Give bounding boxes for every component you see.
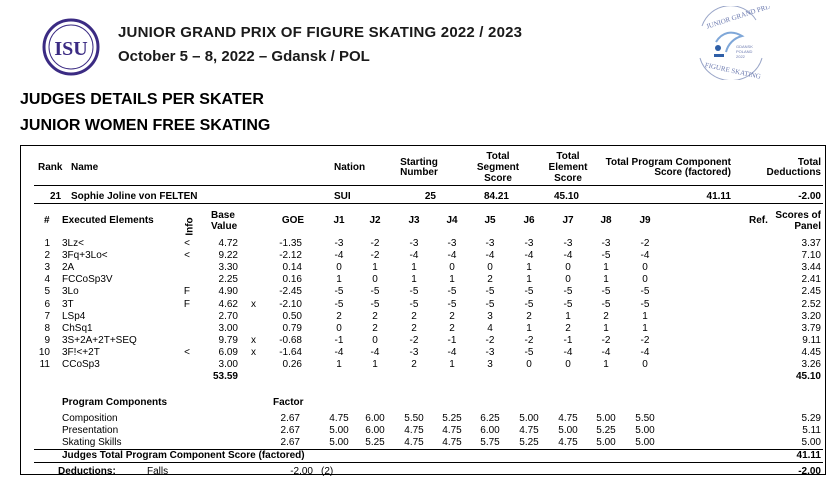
element-judge-score: 2 (603, 310, 609, 322)
element-judge-score: -3 (447, 238, 457, 249)
element-judge-score: -5 (485, 286, 495, 298)
element-judge-score: 1 (526, 274, 532, 286)
pcs-total-score: 41.11 (796, 450, 821, 461)
deductions-label: Deductions: (58, 466, 116, 477)
element-judge-score: -4 (334, 250, 344, 262)
element-judge-score: -3 (485, 238, 495, 249)
element-judge-score: -5 (447, 298, 457, 310)
element-judge-score: 1 (565, 310, 571, 322)
element-judge-score: -4 (640, 346, 650, 358)
element-judge-score: 2 (526, 310, 532, 322)
element-base-value: 4.90 (218, 286, 238, 298)
element-panel-score: 3.26 (801, 359, 821, 370)
element-judge-score: -4 (447, 346, 457, 358)
component-score: 5.11 (802, 425, 821, 436)
element-goe: -2.45 (279, 286, 302, 298)
element-num: 8 (44, 322, 50, 334)
element-judge-score: -5 (563, 286, 573, 298)
element-base-value: 2.25 (218, 274, 238, 286)
element-judge-score: 0 (642, 359, 648, 370)
col-info: Info (184, 217, 196, 236)
element-judge-score: 1 (336, 359, 342, 370)
svg-text:2022: 2022 (736, 54, 745, 59)
element-judge-score: -5 (524, 298, 534, 310)
component-judge-score: 6.00 (365, 425, 385, 436)
col-num: # (44, 215, 50, 226)
col-judge-6: J6 (523, 215, 535, 226)
element-judge-score: -3 (563, 238, 573, 249)
element-judge-score: -5 (409, 286, 419, 298)
component-score: 5.29 (801, 413, 821, 424)
isu-logo (42, 18, 100, 76)
element-judge-score: 1 (603, 359, 609, 370)
component-judge-score: 5.00 (329, 425, 349, 436)
element-judge-score: 3 (487, 310, 493, 322)
col-goe: GOE (281, 215, 305, 226)
element-judge-score: -5 (334, 298, 344, 310)
col-base-value: Value (211, 221, 238, 232)
element-code: 3T (62, 298, 74, 310)
col-deductions: Total (797, 157, 821, 168)
element-panel-score: 4.45 (801, 346, 821, 358)
col-judge-1: J1 (333, 215, 345, 226)
element-judge-score: 0 (487, 262, 493, 274)
skater-deductions: -2.00 (798, 191, 821, 202)
element-judge-score: 1 (526, 322, 532, 334)
element-judge-score: 1 (642, 322, 648, 334)
svg-text:POLAND: POLAND (736, 49, 753, 54)
skater-tes: 45.10 (553, 191, 579, 202)
element-info: < (184, 346, 190, 358)
col-deductions: Deductions (766, 167, 821, 178)
component-factor: 2.67 (280, 413, 300, 424)
element-num: 6 (44, 298, 50, 310)
element-judge-score: -4 (447, 250, 457, 262)
element-goe: -1.35 (279, 238, 302, 249)
element-judge-score: -1 (334, 334, 344, 346)
element-judge-score: -2 (370, 238, 380, 249)
component-judge-score: 4.75 (519, 425, 539, 436)
element-code: FCCoSp3V (62, 274, 113, 286)
element-judge-score: 2 (411, 322, 417, 334)
element-num: 1 (44, 238, 50, 249)
element-judge-score: 0 (642, 262, 648, 274)
element-panel-score: 2.41 (801, 274, 821, 286)
element-judge-score: 1 (603, 262, 609, 274)
element-judge-score: -5 (524, 346, 534, 358)
element-base-value: 9.79 (218, 334, 238, 346)
element-code: 3Fq+3Lo< (62, 250, 108, 262)
elements-panel-total: 45.10 (795, 371, 821, 382)
element-judge-score: 1 (411, 262, 417, 274)
element-judge-score: -4 (563, 250, 573, 262)
element-goe: 0.16 (282, 274, 302, 286)
component-judge-score: 5.75 (480, 437, 500, 448)
skater-start-number: 25 (424, 191, 436, 202)
element-judge-score: 0 (565, 262, 571, 274)
deductions-count: (2) (321, 466, 334, 477)
element-base-value: 2.70 (218, 310, 238, 322)
element-panel-score: 3.37 (801, 238, 821, 249)
element-info: < (184, 238, 190, 249)
element-judge-score: -2 (524, 334, 534, 346)
col-tss: Score (484, 173, 512, 184)
element-code: CCoSp3 (62, 359, 100, 370)
element-goe: -1.64 (279, 346, 302, 358)
col-tss: Total (486, 151, 510, 162)
component-judge-score: 4.75 (404, 437, 424, 448)
element-judge-score: -4 (563, 346, 573, 358)
element-goe: 0.26 (282, 359, 302, 370)
component-name: Skating Skills (62, 437, 122, 448)
component-judge-score: 5.00 (596, 413, 616, 424)
element-judge-score: -5 (409, 298, 419, 310)
component-judge-score: 6.00 (365, 413, 385, 424)
category-heading: JUNIOR WOMEN FREE SKATING (20, 117, 271, 134)
element-judge-score: -5 (640, 286, 650, 298)
deductions-total: -2.00 (798, 466, 821, 477)
element-judge-score: -5 (370, 286, 380, 298)
component-judge-score: 5.00 (519, 413, 539, 424)
component-factor: 2.67 (280, 425, 300, 436)
component-judge-score: 6.00 (480, 425, 500, 436)
element-goe: -2.12 (279, 250, 302, 262)
element-judge-score: -5 (485, 298, 495, 310)
element-judge-score: -3 (334, 238, 344, 249)
col-judge-5: J5 (484, 215, 496, 226)
element-panel-score: 2.45 (801, 286, 821, 298)
component-judge-score: 4.75 (558, 413, 578, 424)
component-judge-score: 5.00 (635, 425, 655, 436)
component-name: Presentation (62, 425, 119, 436)
divider (34, 462, 823, 463)
element-goe: 0.50 (282, 310, 302, 322)
element-judge-score: -2 (370, 250, 380, 262)
svg-text:JUNIOR GRAND PRIX: JUNIOR GRAND PRIX (705, 6, 770, 31)
element-judge-score: 1 (336, 274, 342, 286)
svg-text:GDANSK: GDANSK (736, 44, 753, 49)
element-judge-score: 0 (565, 359, 571, 370)
element-judge-score: 1 (372, 359, 378, 370)
element-judge-score: -1 (563, 334, 573, 346)
col-nation: Nation (334, 162, 366, 173)
component-judge-score: 5.25 (365, 437, 385, 448)
col-ref: Ref. (749, 215, 768, 226)
element-judge-score: -5 (601, 250, 611, 262)
col-starting: Starting (400, 157, 438, 168)
component-judge-score: 5.25 (519, 437, 539, 448)
col-rank: Rank (38, 162, 63, 173)
element-bonus-mark: x (251, 298, 256, 310)
col-pcs: Score (factored) (654, 167, 731, 178)
component-judge-score: 5.00 (329, 437, 349, 448)
element-info: < (184, 250, 190, 262)
event-logo (688, 6, 770, 80)
element-goe: 0.79 (282, 322, 302, 334)
element-judge-score: 1 (372, 262, 378, 274)
element-judge-score: -4 (640, 250, 650, 262)
element-num: 7 (44, 310, 50, 322)
element-judge-score: -4 (370, 346, 380, 358)
element-code: LSp4 (62, 310, 86, 322)
divider (34, 203, 823, 204)
element-judge-score: 0 (336, 262, 342, 274)
element-judge-score: -4 (601, 346, 611, 358)
col-element: Executed Elements (62, 215, 154, 226)
page-heading: JUDGES DETAILS PER SKATER (20, 91, 264, 108)
element-judge-score: -3 (409, 238, 419, 249)
col-tss: Segment (476, 162, 520, 173)
component-judge-score: 5.25 (596, 425, 616, 436)
element-judge-score: 0 (526, 359, 532, 370)
divider (34, 185, 823, 186)
isu-logo-text: ISU (54, 38, 88, 60)
element-judge-score: -3 (601, 238, 611, 249)
element-judge-score: 1 (603, 322, 609, 334)
element-judge-score: 0 (565, 274, 571, 286)
element-bonus-mark: x (251, 346, 256, 358)
element-num: 9 (44, 334, 50, 346)
component-judge-score: 4.75 (442, 437, 462, 448)
deductions-type: Falls (147, 466, 169, 477)
col-factor: Factor (273, 397, 304, 408)
element-num: 5 (44, 286, 50, 298)
element-goe: -0.68 (279, 334, 302, 346)
col-base-value: Base (211, 210, 235, 221)
col-judge-2: J2 (369, 215, 381, 226)
components-heading: Program Components (62, 397, 168, 408)
elements-base-total: 53.59 (212, 371, 238, 382)
col-starting: Number (400, 167, 438, 178)
element-panel-score: 7.10 (801, 250, 821, 262)
element-judge-score: 4 (487, 322, 493, 334)
element-num: 10 (38, 346, 50, 358)
element-code: 3Lo (62, 286, 79, 298)
element-base-value: 3.30 (218, 262, 238, 274)
element-judge-score: -1 (447, 334, 457, 346)
element-judge-score: -3 (485, 346, 495, 358)
element-judge-score: 0 (642, 274, 648, 286)
skater-rank: 21 (50, 191, 62, 202)
component-judge-score: 5.50 (635, 413, 655, 424)
element-judge-score: -4 (524, 250, 534, 262)
component-judge-score: 4.75 (558, 437, 578, 448)
element-code: 3Lz< (62, 238, 84, 249)
element-judge-score: 0 (372, 274, 378, 286)
element-code: 3S+2A+2T+SEQ (62, 334, 137, 346)
element-judge-score: 1 (411, 274, 417, 286)
element-goe: -2.10 (279, 298, 302, 310)
element-judge-score: 2 (411, 310, 417, 322)
element-judge-score: 0 (372, 334, 378, 346)
element-panel-score: 3.79 (801, 322, 821, 334)
element-judge-score: 1 (526, 262, 532, 274)
element-info: F (183, 286, 190, 298)
element-judge-score: -4 (334, 346, 344, 358)
element-judge-score: 2 (487, 274, 493, 286)
element-judge-score: -2 (601, 334, 611, 346)
element-num: 4 (44, 274, 50, 286)
element-base-value: 9.22 (218, 250, 238, 262)
element-judge-score: 2 (372, 310, 378, 322)
skater-tss: 84.21 (483, 191, 509, 202)
element-judge-score: 1 (642, 310, 648, 322)
col-judge-4: J4 (446, 215, 458, 226)
col-judge-7: J7 (562, 215, 574, 226)
element-base-value: 3.00 (218, 322, 238, 334)
element-base-value: 4.72 (218, 238, 238, 249)
element-judge-score: 1 (603, 274, 609, 286)
element-code: ChSq1 (62, 322, 93, 334)
element-judge-score: -5 (524, 286, 534, 298)
element-code: 2A (62, 262, 75, 274)
component-judge-score: 4.75 (329, 413, 349, 424)
element-code: 3F!<+2T (62, 346, 100, 358)
component-judge-score: 4.75 (404, 425, 424, 436)
element-judge-score: 0 (336, 322, 342, 334)
element-judge-score: 0 (449, 262, 455, 274)
col-judge-9: J9 (639, 215, 651, 226)
col-tes: Score (554, 173, 582, 184)
element-judge-score: -3 (409, 346, 419, 358)
element-judge-score: 1 (449, 274, 455, 286)
col-pcs: Total Program Component (605, 157, 731, 168)
col-panel: Scores of (775, 210, 821, 221)
col-name: Name (71, 162, 99, 173)
element-panel-score: 3.44 (801, 262, 821, 274)
element-judge-score: -5 (447, 286, 457, 298)
element-judge-score: -5 (370, 298, 380, 310)
component-judge-score: 5.00 (635, 437, 655, 448)
element-judge-score: 2 (449, 322, 455, 334)
component-judge-score: 5.00 (558, 425, 578, 436)
col-tes: Total (556, 151, 580, 162)
col-judge-3: J3 (408, 215, 420, 226)
element-panel-score: 2.52 (801, 298, 821, 310)
element-judge-score: 2 (372, 322, 378, 334)
element-goe: 0.14 (282, 262, 302, 274)
element-panel-score: 3.20 (801, 310, 821, 322)
element-num: 11 (39, 359, 50, 370)
col-tes: Element (548, 162, 588, 173)
skater-nation: SUI (334, 191, 351, 202)
col-panel: Panel (794, 221, 821, 232)
results-table (20, 145, 826, 475)
component-judge-score: 5.50 (404, 413, 424, 424)
element-bonus-mark: x (251, 334, 256, 346)
element-num: 2 (44, 250, 50, 262)
skater-name: Sophie Joline von FELTEN (71, 191, 198, 202)
svg-text:FIGURE SKATING: FIGURE SKATING (704, 61, 762, 80)
element-judge-score: -2 (409, 334, 419, 346)
event-title: JUNIOR GRAND PRIX OF FIGURE SKATING 2022 / 2023 (118, 24, 523, 41)
element-judge-score: -2 (640, 238, 650, 249)
element-judge-score: 3 (487, 359, 493, 370)
element-judge-score: -5 (563, 298, 573, 310)
element-judge-score: 2 (449, 310, 455, 322)
element-judge-score: -3 (524, 238, 534, 249)
component-judge-score: 5.00 (596, 437, 616, 448)
component-judge-score: 4.75 (442, 425, 462, 436)
element-judge-score: -5 (640, 298, 650, 310)
element-num: 3 (44, 262, 50, 274)
element-base-value: 4.62 (218, 298, 238, 310)
skater-pcs: 41.11 (706, 191, 731, 202)
component-judge-score: 6.25 (480, 413, 500, 424)
element-judge-score: -4 (485, 250, 495, 262)
col-judge-8: J8 (600, 215, 612, 226)
component-factor: 2.67 (280, 437, 300, 448)
element-judge-score: -2 (640, 334, 650, 346)
element-judge-score: -5 (601, 286, 611, 298)
component-score: 5.00 (801, 437, 821, 448)
event-subtitle: October 5 – 8, 2022 – Gdansk / POL (118, 48, 370, 65)
element-base-value: 6.09 (218, 346, 238, 358)
element-judge-score: -5 (334, 286, 344, 298)
element-judge-score: 2 (565, 322, 571, 334)
element-base-value: 3.00 (218, 359, 238, 370)
element-judge-score: -5 (601, 298, 611, 310)
component-judge-score: 5.25 (442, 413, 462, 424)
element-judge-score: 1 (449, 359, 455, 370)
element-judge-score: 2 (336, 310, 342, 322)
element-panel-score: 9.11 (802, 334, 821, 346)
element-judge-score: -2 (485, 334, 495, 346)
element-judge-score: -4 (409, 250, 419, 262)
element-judge-score: 2 (411, 359, 417, 370)
component-name: Composition (62, 413, 118, 424)
pcs-total-label: Judges Total Program Component Score (factored) (62, 450, 305, 461)
element-info: F (183, 298, 190, 310)
deductions-value: -2.00 (290, 466, 313, 477)
